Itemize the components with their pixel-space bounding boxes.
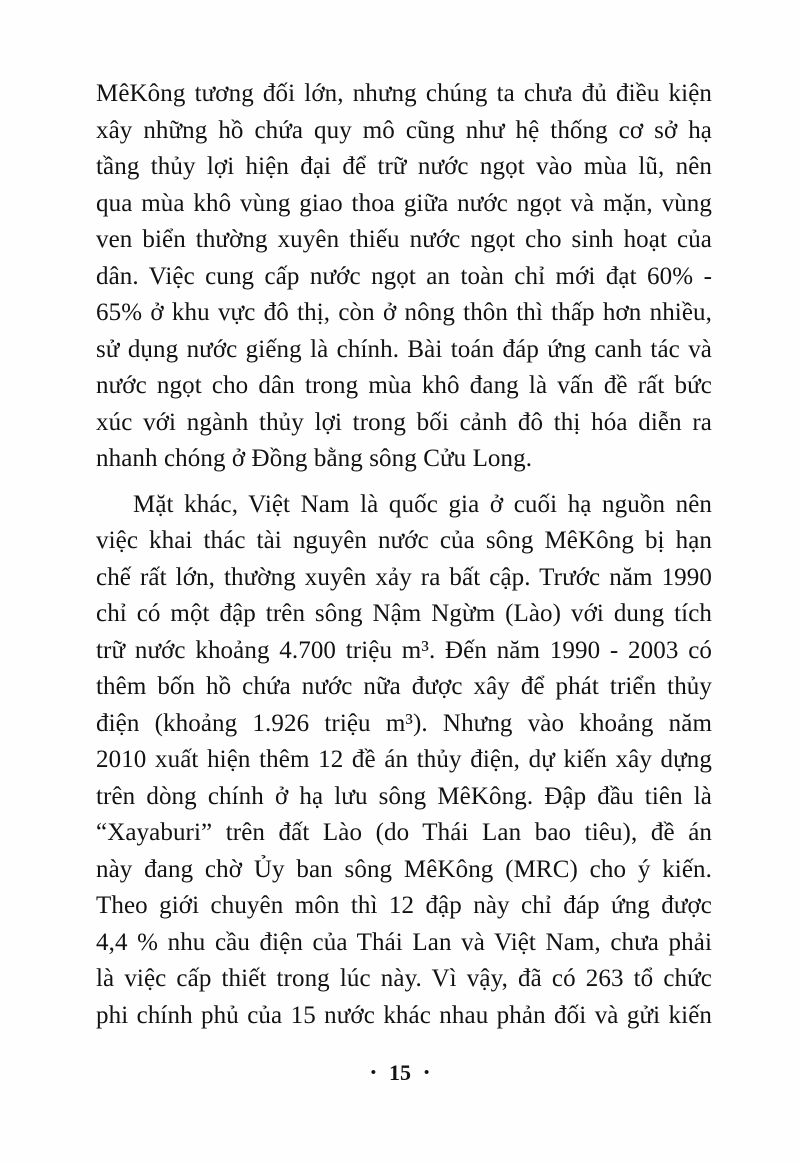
- text-line: thêm bốn hồ chứa nước nữa được xây để phát triển thủy: [96, 673, 712, 700]
- text-line: này đang chờ Ủy ban sông MêKông (MRC) cho ý kiến.: [96, 855, 712, 883]
- body-text: [96, 76, 712, 1034]
- text-line: Theo giới chuyên môn thì 12 đập này chỉ đáp ứng được: [96, 892, 712, 919]
- text-line: 4,4 % nhu cầu điện của Thái Lan và Việt Nam, chưa phải: [96, 928, 712, 956]
- text-line: 2010 xuất hiện thêm 12 đề án thủy điện, dự kiến xây dựng: [96, 746, 712, 773]
- footer-left-bullet-icon: •: [370, 1065, 376, 1081]
- paragraph: [96, 487, 712, 1035]
- paragraph: [96, 76, 712, 478]
- page-number: 15: [389, 1060, 411, 1085]
- text-line: trên dòng chính ở hạ lưu sông MêKông. Đập đầu tiên là: [96, 782, 712, 810]
- text-line: nhanh chóng ở Đồng bằng sông Cửu Long.: [96, 445, 533, 472]
- page-footer: [0, 1060, 800, 1086]
- text-line: ven biển thường xuyên thiếu nước ngọt cho sinh hoạt của: [96, 226, 712, 253]
- text-line: Mặt khác, Việt Nam là quốc gia ở cuối hạ nguồn nên: [133, 490, 712, 518]
- text-line: việc khai thác tài nguyên nước của sông MêKông bị hạn: [96, 527, 712, 554]
- text-line: xúc với ngành thủy lợi trong bối cảnh đô thị hóa diễn ra: [96, 408, 712, 436]
- text-line: chỉ có một đập trên sông Nậm Ngừm (Lào) với dung tích: [96, 600, 712, 627]
- text-line: tầng thủy lợi hiện đại để trữ nước ngọt vào mùa lũ, nên: [96, 153, 712, 180]
- text-line: “Xayaburi” trên đất Lào (do Thái Lan bao tiêu), đề án: [96, 819, 712, 846]
- text-line: phi chính phủ của 15 nước khác nhau phản đối và gửi kiến: [96, 1001, 712, 1029]
- text-line: dân. Việc cung cấp nước ngọt an toàn chỉ mới đạt 60% -: [96, 262, 712, 290]
- text-line: nước ngọt cho dân trong mùa khô đang là vấn đề rất bức: [96, 372, 712, 399]
- text-line: 65% ở khu vực đô thị, còn ở nông thôn thì thấp hơn nhiều,: [96, 299, 712, 326]
- text-line: trữ nước khoảng 4.700 triệu m³. Đến năm 1990 - 2003 có: [96, 636, 712, 664]
- text-line: chế rất lớn, thường xuyên xảy ra bất cập. Trước năm 1990: [96, 563, 712, 591]
- text-line: qua mùa khô vùng giao thoa giữa nước ngọt và mặn, vùng: [96, 189, 712, 217]
- text-line: xây những hồ chứa quy mô cũng như hệ thống cơ sở hạ: [96, 116, 712, 144]
- text-line: MêKông tương đối lớn, nhưng chúng ta chưa đủ điều kiện: [96, 80, 712, 107]
- text-line: điện (khoảng 1.926 triệu m³). Nhưng vào khoảng năm: [96, 709, 712, 737]
- footer-right-bullet-icon: •: [424, 1065, 430, 1081]
- text-line: là việc cấp thiết trong lúc này. Vì vậy, đã có 263 tổ chức: [96, 965, 712, 992]
- text-line: sử dụng nước giếng là chính. Bài toán đáp ứng canh tác và: [96, 335, 712, 363]
